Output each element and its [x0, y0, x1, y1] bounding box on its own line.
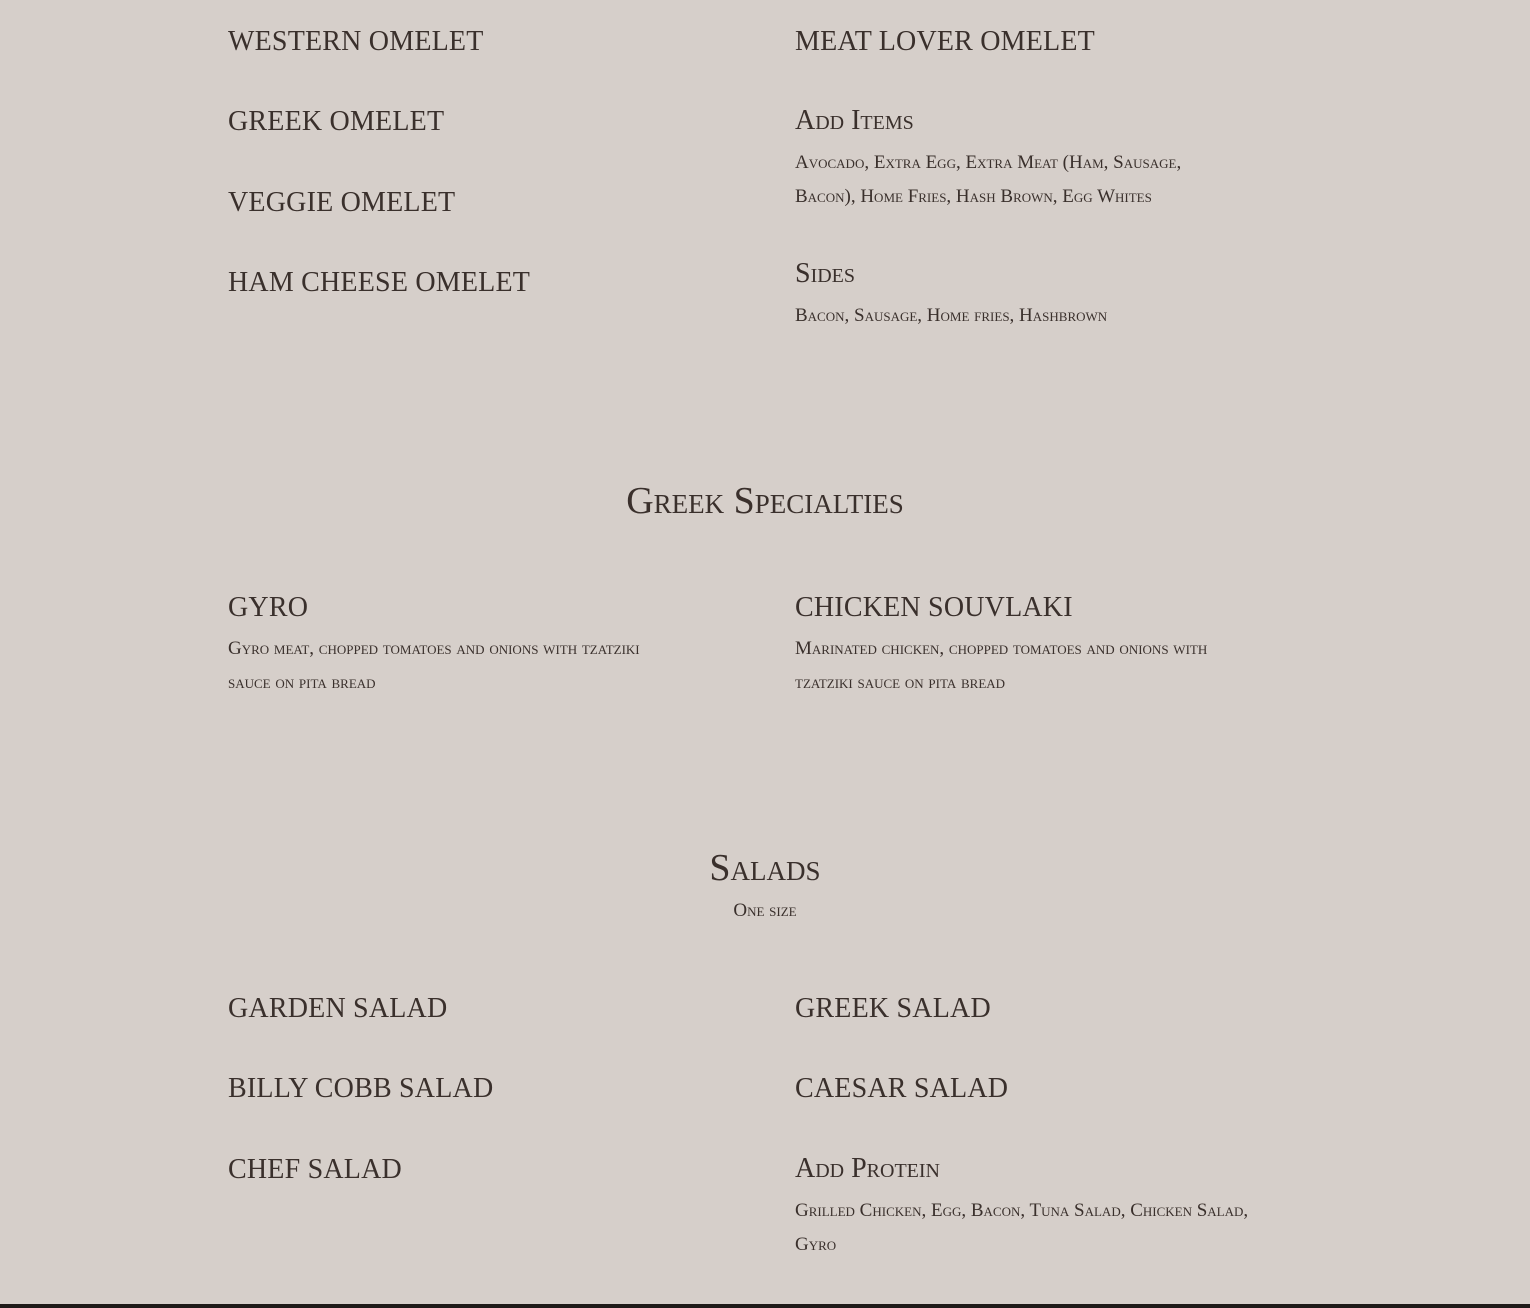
chef-salad-title: CHEF SALAD	[228, 1154, 402, 1185]
western-omelet-title: WESTERN OMELET	[228, 26, 484, 57]
bottom-divider	[0, 1304, 1530, 1308]
add-protein-description: Grilled Chicken, Egg, Bacon, Tuna Salad, Chicken Salad, Gyro	[795, 1200, 1249, 1255]
gyro-title: GYRO	[228, 592, 309, 623]
garden-salad-title: GARDEN SALAD	[228, 993, 448, 1024]
ham-cheese-omelet-title: HAM CHEESE OMELET	[228, 267, 531, 298]
caesar-salad-title: CAESAR SALAD	[795, 1073, 1009, 1104]
salads-heading: Salads	[709, 847, 821, 889]
chicken-souvlaki-title: CHICKEN SOUVLAKI	[795, 592, 1073, 623]
greek-specialties-heading: Greek Specialties	[626, 480, 904, 522]
meat-lover-omelet-title: MEAT LOVER OMELET	[795, 26, 1095, 57]
billy-cobb-salad-title: BILLY COBB SALAD	[228, 1073, 494, 1104]
greek-omelet-title: GREEK OMELET	[228, 106, 445, 137]
sides-title: Sides	[795, 258, 856, 289]
gyro-description: Gyro meat, chopped tomatoes and onions with tzatziki sauce on pita bread	[228, 638, 640, 693]
salads-subtitle: One size	[733, 900, 797, 921]
add-protein-title: Add Protein	[795, 1153, 940, 1184]
chicken-souvlaki-description: Marinated chicken, chopped tomatoes and onions with tzatziki sauce on pita bread	[795, 638, 1208, 693]
sides-description: Bacon, Sausage, Home fries, Hashbrown	[795, 305, 1108, 326]
greek-salad-title: GREEK SALAD	[795, 993, 991, 1024]
add-items-title: Add Items	[795, 105, 914, 136]
veggie-omelet-title: VEGGIE OMELET	[228, 187, 456, 218]
add-items-description: Avocado, Extra Egg, Extra Meat (Ham, Sausage, Bacon), Home Fries, Hash Brown, Egg Whites	[795, 152, 1182, 207]
